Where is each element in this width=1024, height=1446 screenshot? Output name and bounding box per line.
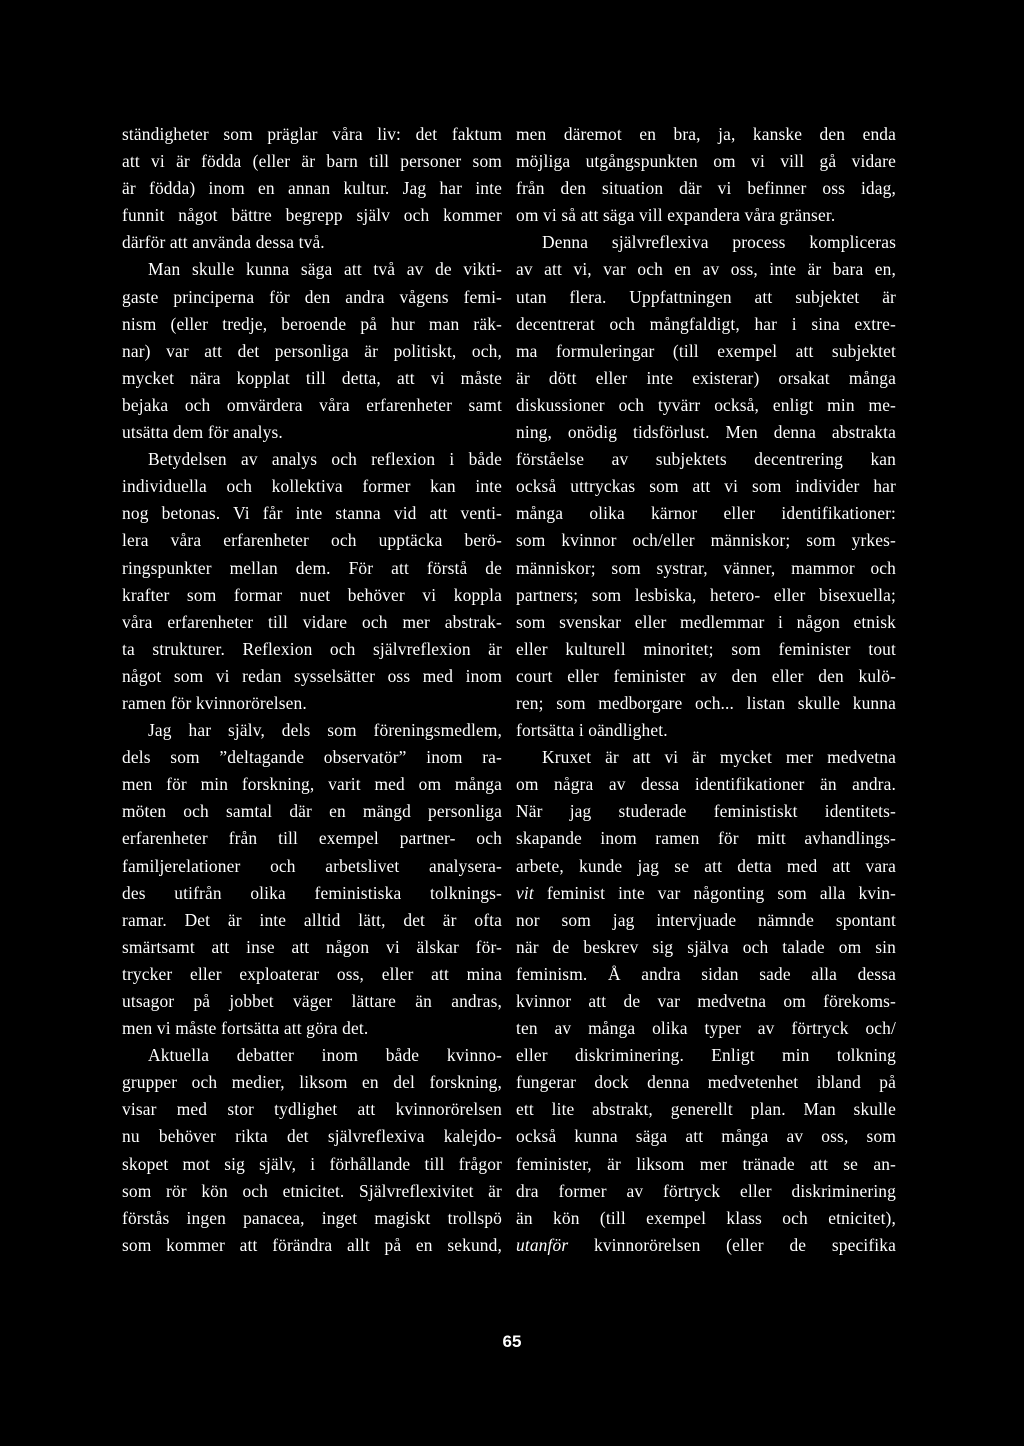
line-text: Aktuella debatter inom både kvinno- [148,1045,502,1066]
text-line [516,446,896,473]
line-text: feminister, är liksom mer tränade att se an- [516,1153,896,1174]
line-text: än kön (till exempel klass och etnicitet), [516,1207,896,1228]
text-line [122,825,502,852]
text-line [122,175,502,202]
text-line [516,1015,896,1042]
text-line [122,961,502,988]
text-line [122,690,502,717]
text-line [122,229,502,256]
text-line [122,934,502,961]
line-text: gaste principerna för den andra vågens femi- [122,286,502,307]
line-text: nu behöver rikta det självreflexiva kalejdo- [122,1126,502,1147]
text-line [122,1015,502,1042]
text-line [516,636,896,663]
line-text: kvinnorörelsen (eller de specifika [568,1234,896,1255]
line-text: bejaka och omvärdera våra erfarenheter samt [122,394,502,415]
line-text: också kunna säga att många av oss, som [516,1126,896,1147]
line-text: förståelse av subjektets decentrering kan [516,449,896,470]
line-text: också uttryckas som att vi som individer har [516,476,896,497]
line-text: dra former av förtryck eller diskriminering [516,1180,896,1201]
text-line [516,419,896,446]
text-line [122,1042,502,1069]
line-text: är dött eller inte existerar) orsakat många [516,367,896,388]
text-line [122,365,502,392]
text-line [516,1232,896,1259]
line-text: visar med stor tydlighet att kvinnorörelsen [122,1099,502,1120]
text-line [516,907,896,934]
text-line [516,527,896,554]
line-text: utsagor på jobbet väger lättare än andras, [122,991,502,1011]
line-text: fortsätta i oändlighet. [516,720,668,741]
text-line [516,1205,896,1232]
text-line [122,121,502,148]
line-text: något som vi redan sysselsätter oss med inom [122,665,502,686]
line-text: ta strukturer. Reflexion och självreflexion är [122,638,502,659]
line-text: är födda) inom en annan kultur. Jag har inte [122,178,502,199]
line-text: som svenskar eller medlemmar i någon etnisk [516,611,896,632]
text-line [516,1096,896,1123]
text-line [122,717,502,744]
text-line [516,663,896,690]
line-text: men vi måste fortsätta att göra det. [122,1018,369,1039]
text-line [516,1178,896,1205]
text-line [122,1178,502,1205]
text-line [122,636,502,663]
line-text: möjliga utgångspunkten om vi vill gå vidare [516,151,896,172]
line-text: ramen för kvinnorörelsen. [122,692,307,713]
line-text: ren; som medborgare och... listan skulle kunna [516,692,896,713]
text-line [516,798,896,825]
text-line [122,500,502,527]
text-line [122,853,502,880]
text-line [122,446,502,473]
text-line [516,365,896,392]
line-text: möten och samtal där en mängd personliga [122,801,502,822]
line-text: ning, onödig tidsförlust. Men denna abstrakta [516,422,896,443]
line-text: Betydelsen av analys och reflexion i både [148,449,502,470]
line-text: individuella och kollektiva former kan inte [122,476,502,497]
text-line [516,175,896,202]
line-text: skopet mot sig själv, i förhållande till frågor [122,1153,502,1174]
text-line [516,744,896,771]
line-text: våra erfarenheter till vidare och mer abstrak- [122,611,502,632]
text-line [122,202,502,229]
line-text: ett lite abstrakt, generellt plan. Man skulle [516,1099,896,1120]
text-line [516,717,896,744]
text-line [122,1151,502,1178]
line-text: När jag studerade feministiskt identitets- [516,801,896,822]
text-line [516,555,896,582]
text-line [516,500,896,527]
text-line [516,988,896,1015]
line-text: Man skulle kunna säga att två av de vikti- [148,259,502,280]
line-text: familjerelationer och arbetslivet analysera- [122,855,502,876]
line-text: diskussioner och tyvärr också, enligt min me- [516,394,896,415]
text-line [122,744,502,771]
line-text: nar) var att det personliga är politiskt, och, [122,340,502,361]
text-line [122,311,502,338]
text-line [516,311,896,338]
text-line [122,1232,502,1259]
text-line [516,121,896,148]
text-line [516,853,896,880]
text-line [122,338,502,365]
line-text: lera våra erfarenheter och upptäcka berö- [122,530,502,551]
text-line [516,202,896,229]
line-text: funnit något bättre begrepp själv och kommer [122,205,502,226]
text-line [516,1042,896,1069]
line-text: feminist inte var någonting som alla kvin- [533,882,896,903]
line-text: ramar. Det är inte alltid lätt, det är ofta [122,909,502,930]
text-line [122,392,502,419]
line-text: mycket nära kopplat till detta, att vi måste [122,367,502,388]
line-text: men däremot en bra, ja, kanske den enda [516,124,896,144]
italic-word: vit [516,882,534,903]
page-number: 65 [502,1332,522,1351]
line-text: av att vi, var och en av oss, inte är bara en, [516,259,896,280]
text-line [516,338,896,365]
text-line [122,798,502,825]
text-line [516,690,896,717]
line-text: smärtsamt att inse att någon vi älskar för- [122,936,502,957]
line-text: människor; som systrar, vänner, mammor och [516,557,896,578]
line-text: des utifrån olika feministiska tolknings- [122,882,502,903]
line-text: feminism. Å andra sidan sade alla dessa [516,963,896,984]
text-line [516,284,896,311]
text-line [122,419,502,446]
line-text: grupper och medier, liksom en del forskning, [122,1072,502,1093]
line-text: när de beskrev sig själva och talade om sin [516,936,896,957]
line-text: ständigheter som präglar våra liv: det faktum [122,124,502,144]
line-text: som kvinnor och/eller människor; som yrkes- [516,530,896,551]
line-text: trycker eller exploaterar oss, eller att mina [122,963,502,984]
line-text: ma formuleringar (till exempel att subjektet [516,340,896,361]
line-text: nism (eller tredje, beroende på hur man räk- [122,313,502,334]
line-text: nog betonas. Vi får inte stanna vid att venti- [122,503,502,524]
line-text: fungerar dock denna medvetenhet ibland på [516,1072,896,1093]
text-line [516,1069,896,1096]
line-text: från den situation där vi befinner oss idag, [516,178,896,199]
line-text: ringspunkter mellan dem. För att förstå de [122,557,502,578]
line-text: utan flera. Uppfattningen att subjektet är [516,286,896,307]
text-line [122,527,502,554]
text-line [122,880,502,907]
text-line [122,1205,502,1232]
text-line [516,1123,896,1150]
text-line [516,609,896,636]
line-text: court eller feminister av den eller den kulö- [516,665,896,686]
line-text: partners; som lesbiska, hetero- eller bisexuella; [516,584,896,605]
line-text: decentrerat och mångfaldigt, har i sina extre- [516,313,896,334]
text-line [516,934,896,961]
text-line [122,1096,502,1123]
text-line [516,880,896,907]
text-line [516,229,896,256]
text-line [516,825,896,852]
text-line [122,663,502,690]
text-line [122,582,502,609]
line-text: dels som ”deltagande observatör” inom ra- [122,747,502,768]
line-text: arbete, kunde jag se att detta med att vara [516,855,896,876]
line-text: Denna självreflexiva process kompliceras [542,232,896,253]
text-line [122,1123,502,1150]
text-line [122,1069,502,1096]
text-line [516,148,896,175]
text-line [516,961,896,988]
line-text: att vi är födda (eller är barn till personer som [122,151,502,172]
text-line [516,1151,896,1178]
line-text: ten av många olika typer av förtryck och/ [516,1018,896,1039]
line-text: om några av dessa identifikationer än andra. [516,774,896,795]
line-text: men för min forskning, varit med om många [122,774,502,795]
line-text: kvinnor att de var medvetna om förekoms- [516,991,896,1011]
line-text: skapande inom ramen för mitt avhandlings- [516,828,896,849]
line-text: eller kulturell minoritet; som feminister tout [516,638,896,659]
text-line [122,148,502,175]
text-line [122,256,502,283]
line-text: erfarenheter från till exempel partner- och [122,828,502,849]
text-column-right [516,121,896,1259]
line-text: därför att använda dessa två. [122,232,325,253]
text-line [516,392,896,419]
text-column-left [122,121,502,1259]
text-line [122,988,502,1015]
line-text: förstås ingen panacea, inget magiskt trollspö [122,1207,502,1228]
text-line [516,771,896,798]
text-line [516,256,896,283]
text-line [122,907,502,934]
text-line [516,473,896,500]
line-text: eller diskriminering. Enligt min tolkning [516,1045,896,1066]
text-line [516,582,896,609]
text-line [122,771,502,798]
line-text: Kruxet är att vi är mycket mer medvetna [542,747,896,768]
line-text: krafter som formar nuet behöver vi koppla [122,584,502,605]
italic-word: utanför [516,1234,569,1255]
text-line [122,609,502,636]
line-text: som rör kön och etnicitet. Självreflexivitet är [122,1180,502,1201]
line-text: som kommer att förändra allt på en sekund, [122,1234,502,1255]
text-line [122,473,502,500]
line-text: om vi så att säga vill expandera våra gränser. [516,205,836,226]
line-text: nor som jag intervjuade nämnde spontant [516,909,896,930]
line-text: utsätta dem för analys. [122,422,283,443]
text-line [122,555,502,582]
line-text: många olika kärnor eller identifikationer: [516,503,896,524]
line-text: Jag har själv, dels som föreningsmedlem, [148,720,502,741]
text-line [122,284,502,311]
